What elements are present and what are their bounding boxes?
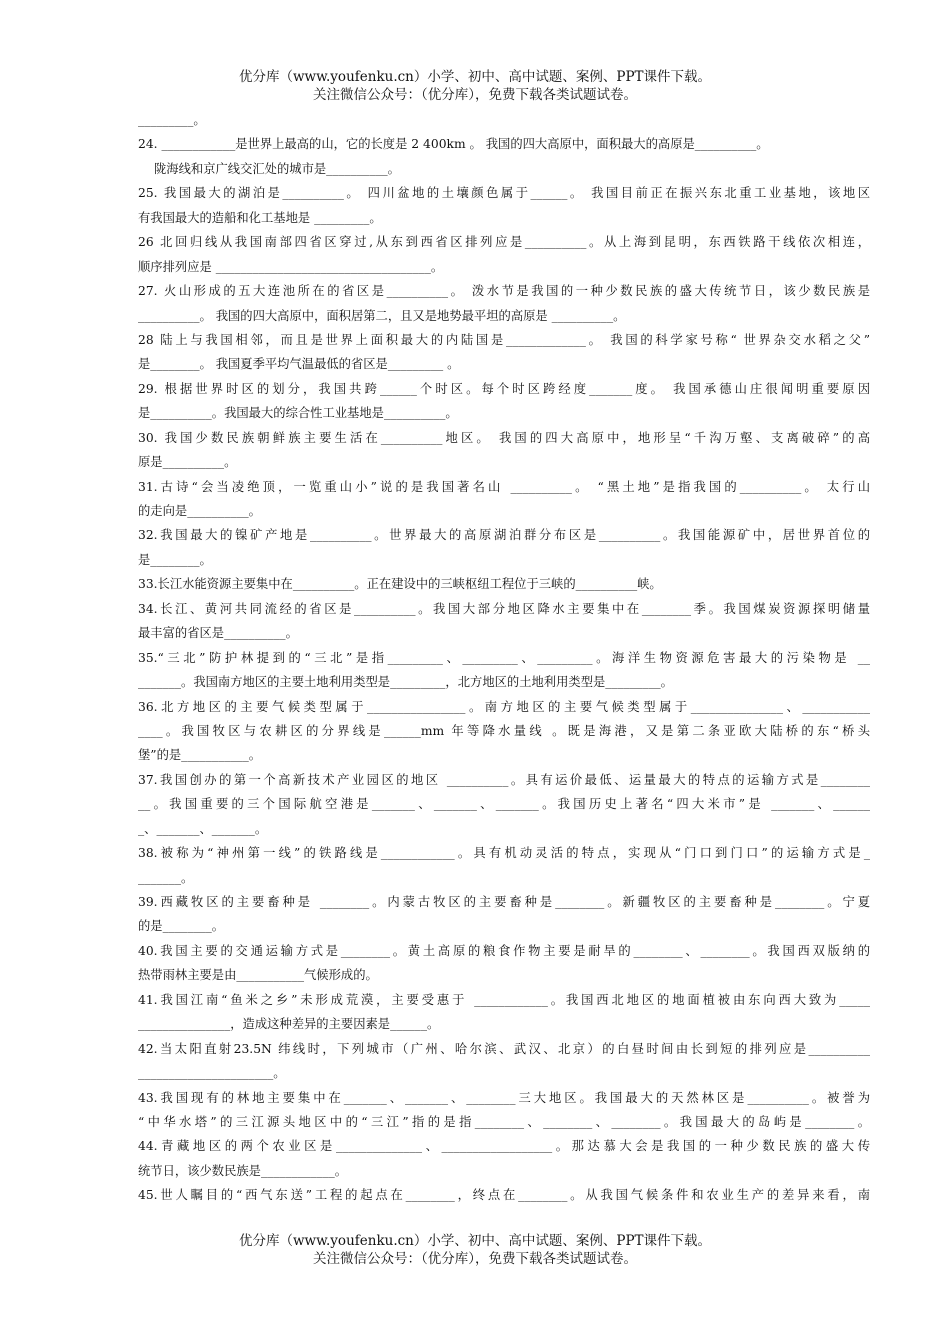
text-line: 34.长江、黄河共同流经的省区是__________。我国大部分地区降水主要集中在________季。我国煤炭资源探明储量: [138, 601, 870, 616]
text-line: _、_______、_______。: [138, 821, 268, 836]
page-header: [0, 68, 950, 104]
text-line: 38.被称为“神州第一线”的铁路线是____________。具有机动灵活的特点，实现从“门口到门口”的运输方式是_: [138, 846, 870, 861]
text-line: 39.西藏牧区的主要畜种是 ________。内蒙古牧区的主要畜种是________。新疆牧区的主要畜种是________。宁夏: [138, 895, 870, 909]
text-line: _______。我国南方地区的主要土地利用类型是_________，北方地区的土地利用类型是_________。: [138, 675, 673, 690]
text-line: 33.长江水能资源主要集中在__________。正在建设中的三峡枢纽工程位于三峡的__________峡。: [138, 577, 662, 592]
text-line: 顺序排列应是 ___________________________________。: [138, 259, 444, 274]
text-line: 26 北回归线从我国南部四省区穿过,从东到西省区排列应是__________。从上海到昆明，东西铁路干线依次相连，: [138, 235, 870, 250]
header-line-1: 优分库（www.youfenku.cn）小学、初中、高中试题、案例、PPT课件下载。: [238, 69, 712, 85]
text-line: 37.我国创办的第一个高新技术产业园区的地区 __________。具有运价最低、运量最大的特点的运输方式是________: [138, 772, 870, 787]
text-line: “中华水塔”的三江源头地区中的“三江”指的是指________、________、________。我国最大的岛屿是________。: [138, 1114, 870, 1129]
text-line: 的是________。: [138, 919, 225, 934]
footer-line-2: 关注微信公众号：（优分库），免费下载各类试题试卷。: [313, 1251, 637, 1267]
text-line: 44.青藏地区的两个农业区是______________、__________________。那达慕大会是我国的一种少数民族的盛大传: [138, 1139, 870, 1154]
text-line: _________。: [138, 113, 206, 127]
text-line: 有我国最大的造船和化工基地是 _________。: [138, 210, 382, 225]
text-line: 41.我国江南“鱼米之乡”未形成荒漠，主要受惠于 ____________。我国西北地区的地面植被由东向西大致为_____: [138, 992, 870, 1007]
text-line: 28 陆上与我国相邻，而且是世界上面积最大的内陆国是_____________。 我国的科学家号称“ 世界杂交水稻之父”: [138, 332, 870, 347]
text-line: 统节日，该少数民族是____________。: [138, 1163, 348, 1178]
text-line: 27. 火山形成的五大连池所在的省区是__________。 泼水节是我国的一种少数民族的盛大传统节日，该少数民族是: [138, 284, 870, 299]
text-line: 31.古诗“会当凌绝顶，一览重山小”说的是我国著名山 __________。 “黑土地”是指我国的__________。 太行山: [138, 479, 870, 494]
text-line: 45.世人瞩目的“西气东送”工程的起点在________，终点在________。从我国气候条件和农业生产的差异来看，南: [138, 1188, 870, 1203]
text-line: 热带雨林主要是由___________气候形成的。: [138, 968, 378, 983]
text-line: 是__________。我国最大的综合性工业基地是__________。: [138, 406, 458, 421]
text-line: 是________。 我国夏季平均气温最低的省区是_________ 。: [138, 357, 460, 372]
text-line: ____。我国牧区与农耕区的分界线是______mm 年等降水量线 。既是海港，又是第二条亚欧大陆桥的东“桥头: [138, 723, 870, 738]
text-line: _______。: [138, 870, 194, 885]
text-line: 29. 根据世界时区的划分，我国共跨______个时区。每个时区跨经度_______度。 我国承德山庄很闻明重要原因: [138, 381, 870, 396]
text-line: 32.我国最大的镍矿产地是__________。世界最大的高原湖泊群分布区是__________。我国能源矿中，居世界首位的: [138, 528, 870, 543]
text-line: 40.我国主要的交通运输方式是________。黄土高原的粮食作物主要是耐旱的________、________。我国西双版纳的: [138, 943, 870, 958]
text-line: __。我国重要的三个国际航空港是_______、_______、_______。我国历史上著名“四大米市”是 _______、______: [138, 797, 870, 812]
text-line: 42.当太阳直射23.5N 纬线时，下列城市（广州、哈尔滨、武汉、北京）的白昼时间由长到短的排列应是__________: [138, 1041, 870, 1056]
text-line: 是________。: [138, 552, 212, 567]
text-line: 35.“三北”防护林提到的“三北”是指_________、_________、_________。海洋生物资源危害最大的污染物是 __: [138, 650, 870, 665]
question-body: [138, 108, 870, 1208]
text-line: 30. 我国少数民族朝鲜族主要生活在__________地区。 我国的四大高原中，地形呈“千沟万壑、支离破碎”的高: [138, 430, 870, 445]
text-line: 36.北方地区的主要气候类型属于________________。南方地区的主要气候类型属于_______________、___________: [138, 699, 870, 714]
text-line: ______________________。: [138, 1066, 286, 1081]
text-line: 原是__________。: [138, 455, 237, 470]
footer-line-1: 优分库（www.youfenku.cn）小学、初中、高中试题、案例、PPT课件下载。: [238, 1233, 712, 1249]
text-line: 的走向是__________。: [138, 504, 261, 518]
text-line: 最丰富的省区是__________。: [138, 626, 298, 641]
text-line: 陇海线和京广线交汇处的城市是__________。: [154, 161, 400, 176]
header-line-2: 关注微信公众号：（优分库），免费下载各类试题试卷。: [313, 87, 637, 103]
text-line: _______________，造成这种差异的主要因素是______。: [138, 1017, 440, 1032]
text-line: __________。 我国的四大高原中，面积居第二，且又是地势最平坦的高原是 __________。: [138, 308, 626, 323]
text-line: 43.我国现有的林地主要集中在_______、_______、________三大地区。我国最大的天然林区是__________。被誉为: [138, 1090, 870, 1105]
page-footer: [0, 1232, 950, 1268]
text-line: 24. ____________是世界上最高的山，它的长度是 2 400km 。 我国的四大高原中，面积最大的高原是__________。: [138, 137, 769, 152]
text-line: 25. 我国最大的湖泊是__________。 四川盆地的土壤颜色属于______。 我国目前正在振兴东北重工业基地，该地区: [138, 186, 870, 201]
text-line: 堡”的是___________。: [138, 748, 262, 763]
